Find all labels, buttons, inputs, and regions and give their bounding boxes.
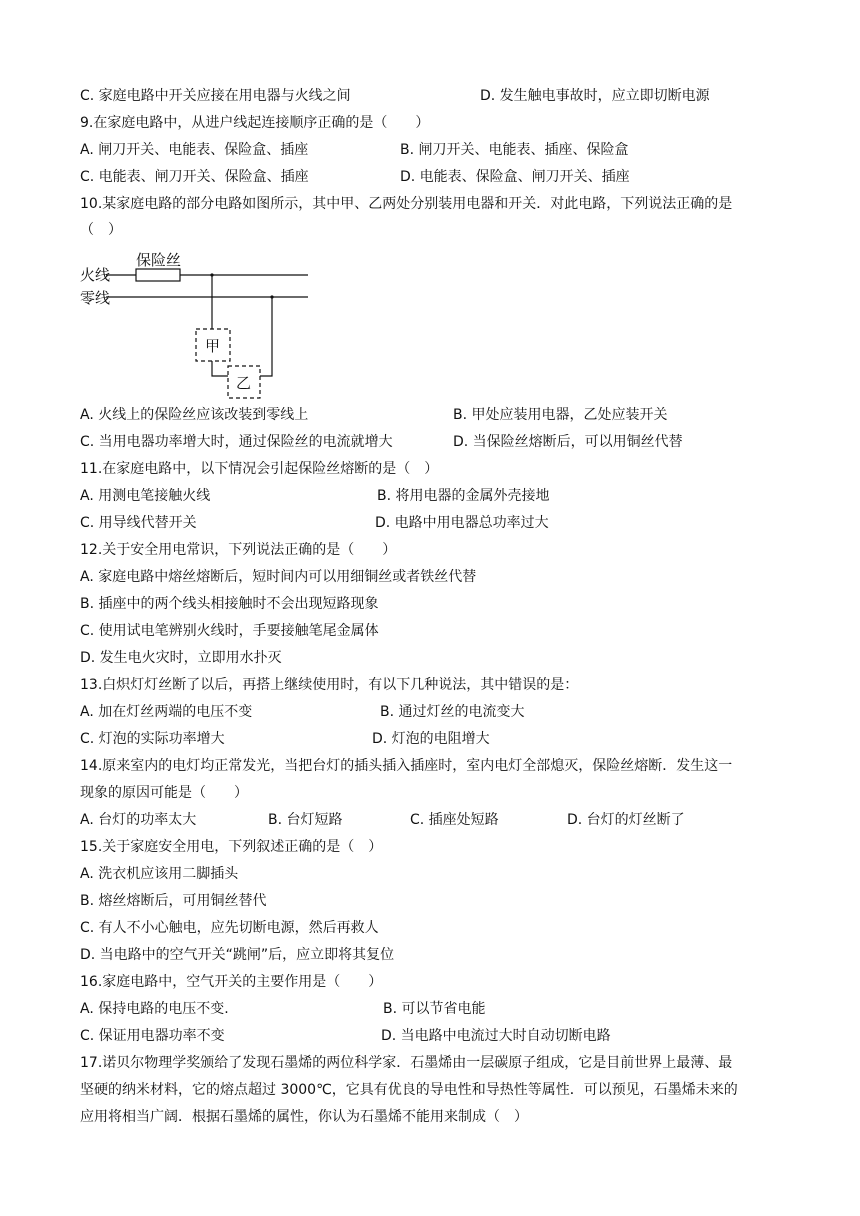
answer-option: B. 插座中的两个线头相接触时不会出现短路现象 <box>80 596 379 612</box>
answer-option: D. 发生触电事故时，应立即切断电源 <box>480 88 710 104</box>
answer-option: A. 用测电笔接触火线 <box>80 488 211 504</box>
question-stem: 10.某家庭电路的部分电路如图所示，其中甲、乙两处分别装用电器和开关．对此电路，下列说法正确的是 <box>80 196 733 212</box>
answer-option: D. 当电路中电流过大时自动切断电路 <box>381 1028 611 1044</box>
live-wire-label: 火线 <box>80 266 111 284</box>
answer-option: B. 可以节省电能 <box>383 1001 486 1017</box>
answer-option: C. 当用电器功率增大时，通过保险丝的电流就增大 <box>80 434 393 450</box>
question-stem: 14.原来室内的电灯均正常发光，当把台灯的插头插入插座时，室内电灯全部熄灭，保险丝熔断．发生这一 <box>80 758 733 774</box>
answer-option: A. 闸刀开关、电能表、保险盒、插座 <box>80 142 309 158</box>
answer-option: B. 通过灯丝的电流变大 <box>380 704 525 720</box>
answer-option: C. 插座处短路 <box>410 812 499 828</box>
neutral-wire-label: 零线 <box>80 289 111 307</box>
answer-option: C. 有人不小心触电，应先切断电源，然后再救人 <box>80 920 379 936</box>
answer-option: B. 台灯短路 <box>268 812 343 828</box>
answer-option: D. 电路中用电器总功率过大 <box>375 515 549 531</box>
question-stem: 13.白炽灯灯丝断了以后，再搭上继续使用时，有以下几种说法，其中错误的是： <box>80 677 579 693</box>
question-stem: 11.在家庭电路中，以下情况会引起保险丝熔断的是（ ） <box>80 461 439 477</box>
answer-option: D. 发生电火灾时，立即用水扑灭 <box>80 650 282 666</box>
answer-option: C. 使用试电笔辨别火线时，手要接触笔尾金属体 <box>80 623 379 639</box>
answer-option: D. 电能表、保险盒、闸刀开关、插座 <box>400 169 630 185</box>
box-jia-label: 甲 <box>205 337 221 355</box>
fuse-label: 保险丝 <box>136 252 182 269</box>
answer-option: B. 甲处应装用电器，乙处应装开关 <box>453 407 668 423</box>
answer-option: D. 当电路中的空气开关“跳闸”后，应立即将其复位 <box>80 947 395 963</box>
answer-option: B. 闸刀开关、电能表、插座、保险盒 <box>400 142 629 158</box>
answer-option: D. 台灯的灯丝断了 <box>567 812 685 828</box>
answer-option: C. 保证用电器功率不变 <box>80 1028 225 1044</box>
branch-wire <box>260 297 272 376</box>
fuse-symbol <box>136 269 180 281</box>
answer-option: C. 灯泡的实际功率增大 <box>80 731 225 747</box>
question-stem: 9.在家庭电路中，从进户线起连接顺序正确的是（ ） <box>80 115 430 131</box>
question-stem: 16.家庭电路中，空气开关的主要作用是（ ） <box>80 974 383 990</box>
answer-option: A. 台灯的功率太大 <box>80 812 197 828</box>
box-yi-label: 乙 <box>236 374 252 392</box>
answer-option: C. 用导线代替开关 <box>80 515 197 531</box>
text-line: （ ） <box>80 222 122 238</box>
answer-option: A. 洗衣机应该用二脚插头 <box>80 866 239 882</box>
text-line: 坚硬的纳米材料，它的熔点超过 3000℃，它具有优良的导电性和导热性等属性．可以预见，石墨烯未来的 <box>80 1082 738 1098</box>
answer-option: D. 当保险丝熔断后，可以用铜丝代替 <box>453 434 683 450</box>
answer-option: B. 将用电器的金属外壳接地 <box>377 488 550 504</box>
branch-wire <box>212 361 228 376</box>
answer-option: D. 灯泡的电阻增大 <box>372 731 490 747</box>
answer-option: A. 保持电路的电压不变. <box>80 1001 229 1017</box>
question-stem: 15.关于家庭安全用电，下列叙述正确的是（ ） <box>80 839 383 855</box>
question-stem: 17.诺贝尔物理学奖颁给了发现石墨烯的两位科学家．石墨烯由一层碳原子组成，它是目前世界上最薄、最 <box>80 1055 733 1071</box>
text-line: 现象的原因可能是（ ） <box>80 785 248 801</box>
household-circuit-diagram <box>80 252 320 402</box>
answer-option: B. 熔丝熔断后，可用铜丝替代 <box>80 893 267 909</box>
answer-option: A. 火线上的保险丝应该改装到零线上 <box>80 407 309 423</box>
text-line: 应用将相当广阔．根据石墨烯的属性，你认为石墨烯不能用来制成（ ） <box>80 1109 528 1125</box>
question-stem: 12.关于安全用电常识，下列说法正确的是（ ） <box>80 542 397 558</box>
answer-option: C. 家庭电路中开关应接在用电器与火线之间 <box>80 88 351 104</box>
answer-option: C. 电能表、闸刀开关、保险盒、插座 <box>80 169 309 185</box>
answer-option: A. 家庭电路中熔丝熔断后，短时间内可以用细铜丝或者铁丝代替 <box>80 569 477 585</box>
answer-option: A. 加在灯丝两端的电压不变 <box>80 704 253 720</box>
